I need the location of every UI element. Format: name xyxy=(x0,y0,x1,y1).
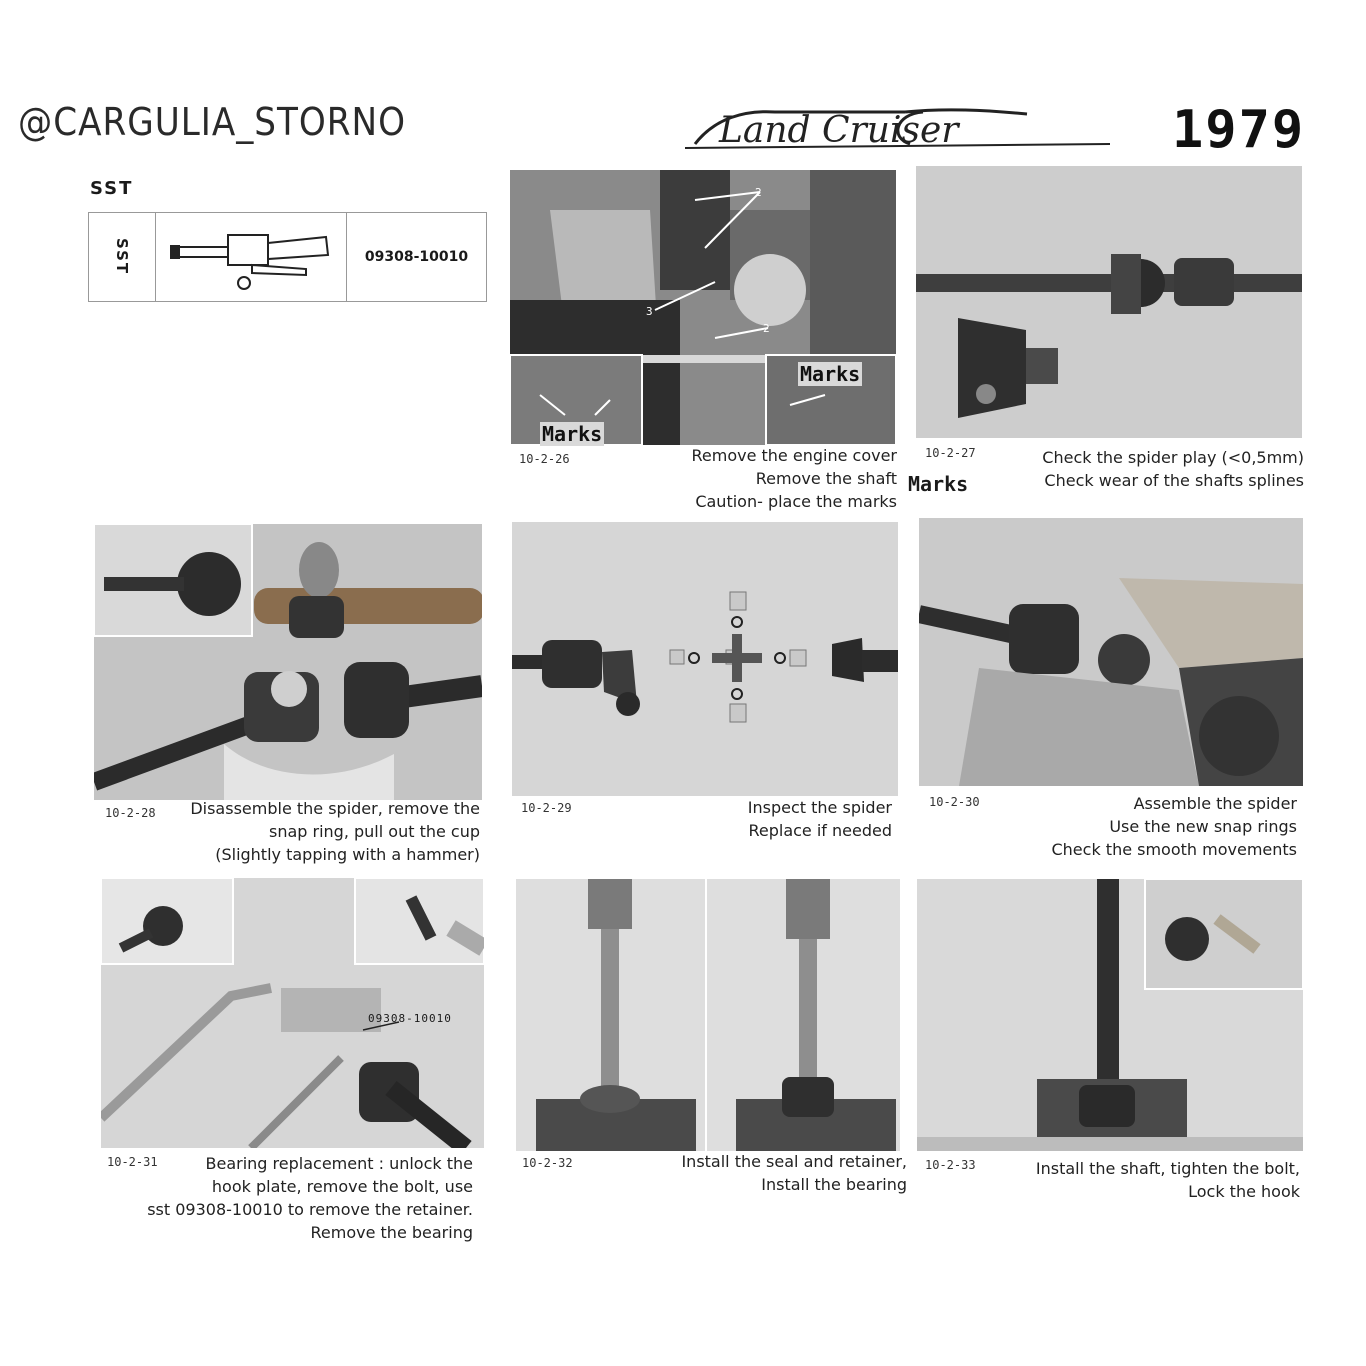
caption-31-line-4: Remove the bearing xyxy=(310,1223,473,1242)
caption-29-line-1: Inspect the spider xyxy=(747,798,892,817)
photo-install-shaft xyxy=(917,879,1303,1151)
caption-29 xyxy=(748,796,892,842)
caption-32-line-2: Install the bearing xyxy=(761,1175,907,1194)
caption-32-line-1: Install the seal and retainer, xyxy=(681,1152,907,1171)
sst-tool-illustration xyxy=(156,213,347,301)
marks-label-left: Marks xyxy=(542,422,603,446)
callout-3: 3 xyxy=(646,305,654,318)
sst-row-label: SST xyxy=(113,238,131,276)
caption-27 xyxy=(1042,446,1304,492)
marks-label-right: Marks xyxy=(800,362,861,386)
caption-31-line-2: hook plate, remove the bolt, use xyxy=(211,1177,473,1196)
caption-26-line-3: Caution- place the marks xyxy=(695,492,897,511)
caption-27-line-2: Check wear of the shafts splines xyxy=(1044,471,1304,490)
photo-disassemble-spider xyxy=(94,524,482,800)
photo-inspect-spider xyxy=(512,522,898,796)
fig-number-27: 10-2-27 xyxy=(925,446,976,460)
sst-row-label-cell xyxy=(89,213,156,301)
year-title: 1979 xyxy=(1172,100,1306,160)
watermark-handle: @CARGULIA_STORNO xyxy=(18,100,407,144)
callout-2-upper: 2 xyxy=(755,186,763,199)
caption-33-line-2: Lock the hook xyxy=(1188,1182,1300,1201)
caption-27-line-1: Check the spider play (<0,5mm) xyxy=(1042,448,1304,467)
fig-number-30: 10-2-30 xyxy=(929,795,980,809)
fig-number-29: 10-2-29 xyxy=(521,801,572,815)
caption-29-line-2: Replace if needed xyxy=(748,821,892,840)
land-cruiser-logo xyxy=(655,98,1130,160)
caption-31 xyxy=(147,1152,473,1244)
caption-30-line-2: Use the new snap rings xyxy=(1109,817,1297,836)
fig-number-26: 10-2-26 xyxy=(519,452,570,466)
marks-label-27: Marks xyxy=(908,472,969,496)
photo-engine-shaft xyxy=(510,170,896,445)
fig-number-33: 10-2-33 xyxy=(925,1158,976,1172)
caption-28-line-2: snap ring, pull out the cup xyxy=(268,822,480,841)
callout-2-lower: 2 xyxy=(763,322,771,335)
caption-26-line-2: Remove the shaft xyxy=(755,469,897,488)
photo-install-seal-bearing xyxy=(516,879,900,1151)
logo-text: Land Cruiser xyxy=(719,110,959,151)
sst-heading: SST xyxy=(90,178,134,199)
caption-30-line-3: Check the smooth movements xyxy=(1051,840,1297,859)
caption-28-line-3: (Slightly tapping with a hammer) xyxy=(215,845,480,864)
caption-26 xyxy=(692,444,898,513)
caption-28 xyxy=(190,797,480,866)
caption-26-line-1: Remove the engine cover xyxy=(691,446,897,465)
fig-number-28: 10-2-28 xyxy=(105,806,156,820)
caption-28-line-1: Disassemble the spider, remove the xyxy=(190,799,480,818)
sst-part-number: 09308-10010 xyxy=(364,249,469,265)
fig-number-31: 10-2-31 xyxy=(107,1155,158,1169)
caption-33 xyxy=(1036,1157,1300,1203)
caption-32 xyxy=(681,1150,907,1196)
caption-31-line-3: sst 09308-10010 to remove the retainer. xyxy=(147,1200,473,1219)
photo-assemble-spider xyxy=(919,518,1303,786)
fig-number-32: 10-2-32 xyxy=(522,1156,573,1170)
caption-30-line-1: Assemble the spider xyxy=(1133,794,1297,813)
caption-31-line-1: Bearing replacement : unlock the xyxy=(205,1154,473,1173)
photo-spider-play xyxy=(916,166,1302,438)
callout-sst-number: 09308-10010 xyxy=(368,1012,452,1025)
sst-table xyxy=(88,212,487,302)
caption-30 xyxy=(1051,792,1297,861)
caption-33-line-1: Install the shaft, tighten the bolt, xyxy=(1035,1159,1300,1178)
